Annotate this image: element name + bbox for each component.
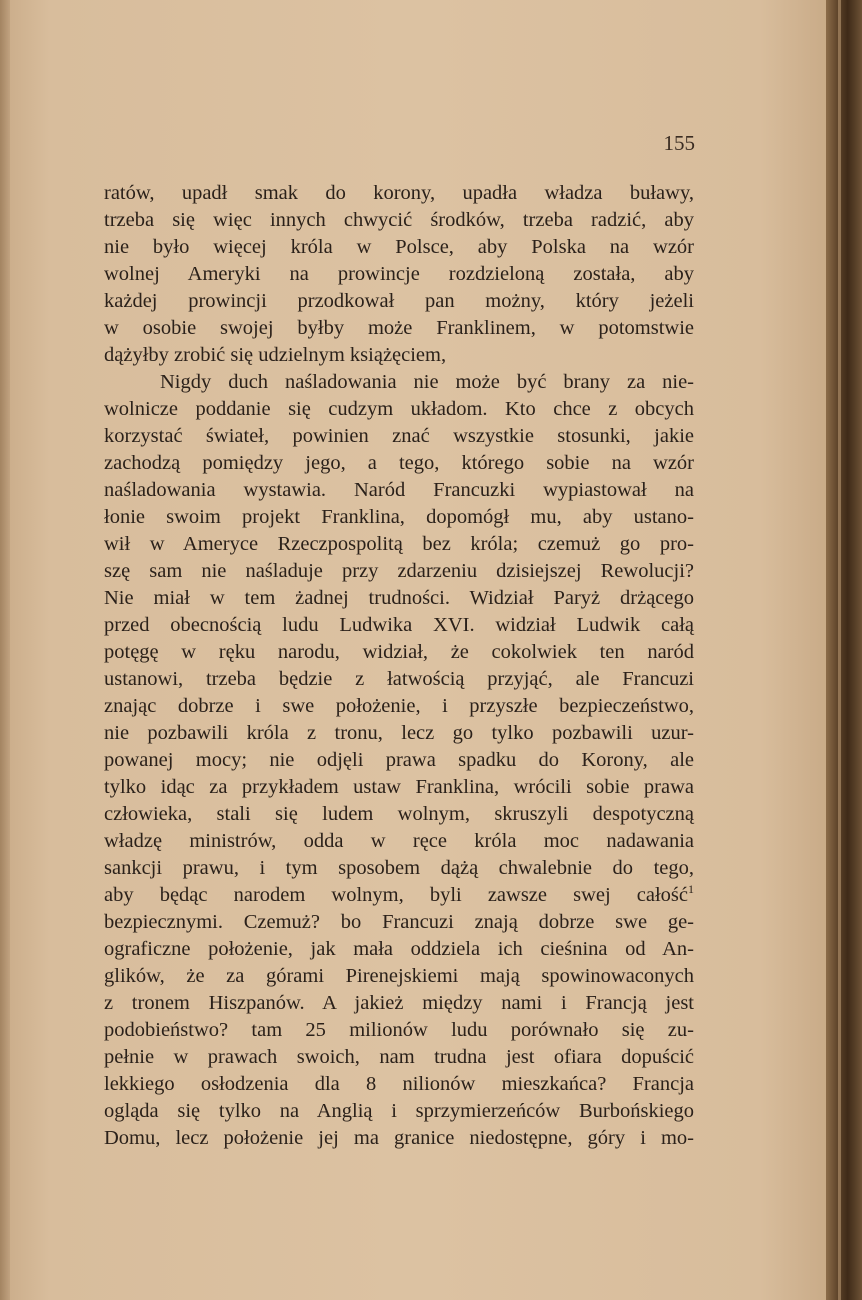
text-line: nie pozbawili króla z tronu, lecz go tylko pozbawili uzur-	[104, 722, 694, 744]
text-line: aby będąc narodem wolnym, byli zawsze swej całość	[104, 884, 688, 906]
text-line: znając dobrze i swe położenie, i przyszłe bezpieczeństwo,	[104, 695, 694, 717]
paragraph-start-line: Nigdy duch naśladowania nie może być brany za nie-	[160, 371, 694, 393]
text-line: potęgę w ręku narodu, widział, że cokolwiek ten naród	[104, 641, 694, 663]
text-line: tylko idąc za przykładem ustaw Franklina, wrócili sobie prawa	[104, 776, 694, 798]
page-number: 155	[663, 131, 695, 155]
text-line: powanej mocy; nie odjęli prawa spadku do Korony, ale	[104, 749, 694, 771]
book-spine	[826, 0, 862, 1300]
text-line: wił w Ameryce Rzeczpospolitą bez króla; czemuż go pro-	[104, 533, 694, 555]
text-line: sankcji prawu, i tym sposobem dążą chwalebnie do tego,	[104, 857, 694, 879]
text-line: łonie swoim projekt Franklina, dopomógł mu, aby ustano-	[104, 506, 694, 528]
text-line: pełnie w prawach swoich, nam trudna jest ofiara dopuścić	[104, 1046, 694, 1068]
text-line: Nie miał w tem żadnej trudności. Widział Paryż drżącego	[104, 587, 694, 609]
text-line: wolnej Ameryki na prowincje rozdzieloną została, aby	[104, 263, 694, 285]
text-line: ograficzne położenie, jak mała oddziela ich cieśnina od An-	[104, 938, 694, 960]
text-line: Domu, lecz położenie jej ma granice niedostępne, góry i mo-	[104, 1127, 694, 1149]
text-line: korzystać świateł, powinien znać wszystkie stosunki, jakie	[104, 425, 694, 447]
text-line: podobieństwo? tam 25 milionów ludu porównało się zu-	[104, 1019, 694, 1041]
text-line: władzę ministrów, odda w ręce króla moc nadawania	[104, 830, 694, 852]
text-line: dążyłby zrobić się udzielnym książęciem,	[104, 344, 447, 366]
text-line-with-footnote	[104, 882, 694, 909]
text-line: każdej prowincji przodkował pan możny, który jeżeli	[104, 290, 694, 312]
text-line: ustanowi, trzeba będzie z łatwością przyjąć, ale Francuzi	[104, 668, 694, 690]
text-line: ratów, upadł smak do korony, upadła władza buławy,	[104, 182, 694, 204]
text-line: w osobie swojej byłby może Franklinem, w potomstwie	[104, 317, 694, 339]
text-line: nie było więcej króla w Polsce, aby Polska na wzór	[104, 236, 694, 258]
footnote-mark: 1	[688, 882, 694, 896]
text-line: wolnicze poddanie się cudzym układom. Kto chce z obcych	[104, 398, 694, 420]
text-line: bezpiecznymi. Czemuż? bo Francuzi znają dobrze swe ge-	[104, 911, 694, 933]
spine-highlight	[838, 0, 841, 1300]
text-line: człowieka, stali się ludem wolnym, skruszyli despotyczną	[104, 803, 694, 825]
text-line: lekkiego osłodzenia dla 8 nilionów mieszkańca? Francja	[104, 1073, 694, 1095]
body-text	[104, 180, 694, 1152]
text-line: trzeba się więc innych chwycić środków, trzeba radzić, aby	[104, 209, 694, 231]
text-line: naśladowania wystawia. Naród Francuzki wypiastował na	[104, 479, 694, 501]
text-line: z tronem Hiszpanów. A jakież między nami i Francją jest	[104, 992, 694, 1014]
text-line: glików, że za górami Pirenejskiemi mają spowinowaconych	[104, 965, 694, 987]
text-line: ogląda się tylko na Anglią i sprzymierzeńców Burbońskiego	[104, 1100, 694, 1122]
text-line: zachodzą pomiędzy jego, a tego, którego sobie na wzór	[104, 452, 694, 474]
text-line: szę sam nie naśladuje przy zdarzeniu dzisiejszej Rewolucji?	[104, 560, 694, 582]
text-line: przed obecnością ludu Ludwika XVI. widział Ludwik całą	[104, 614, 694, 636]
page-left-edge	[0, 0, 10, 1300]
